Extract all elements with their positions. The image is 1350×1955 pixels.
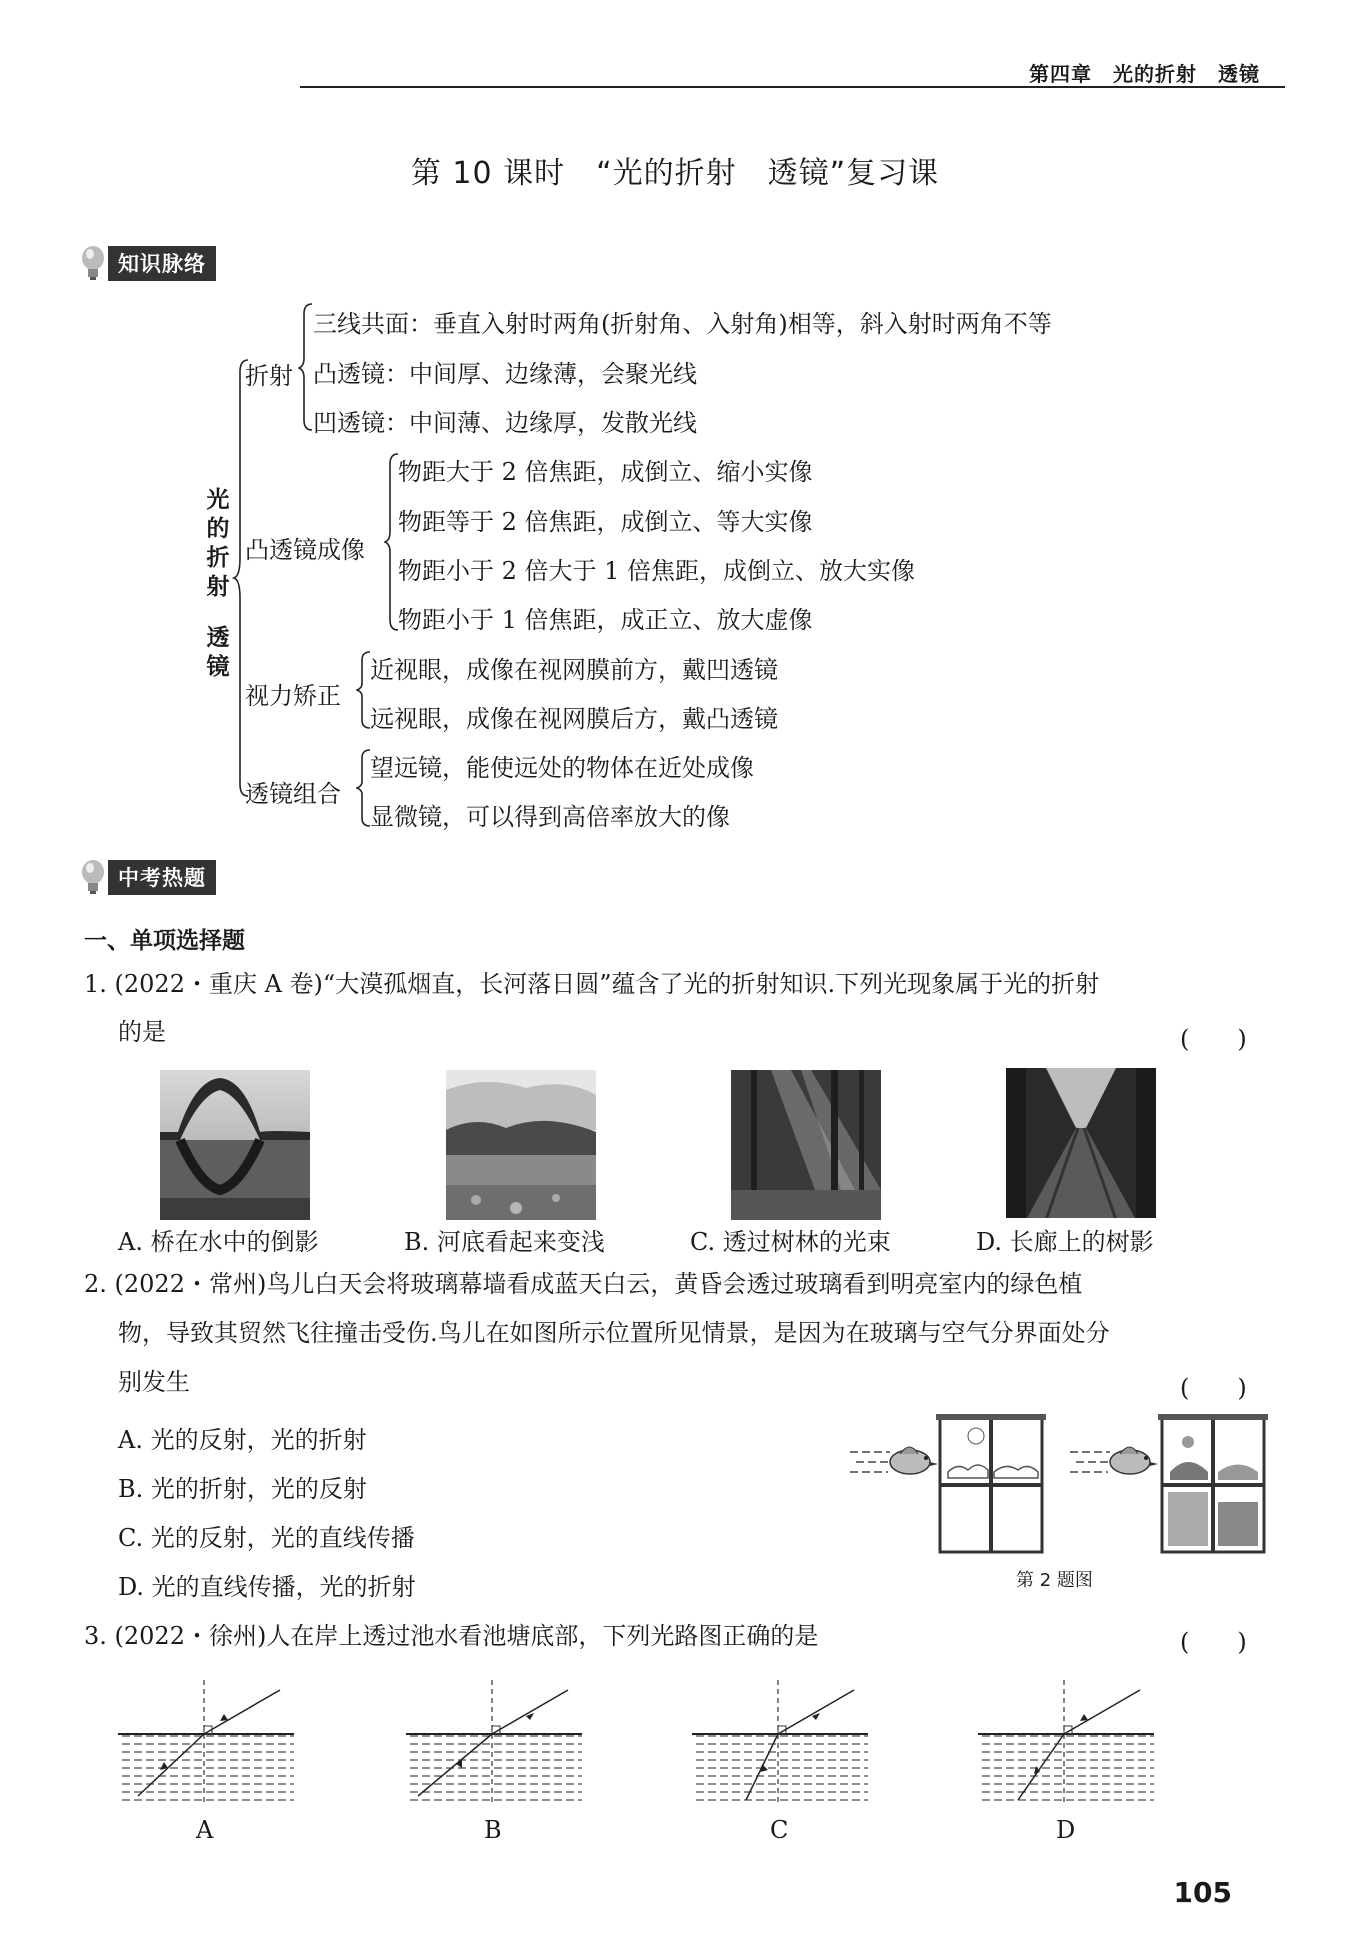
question-2-stem-2: 物，导致其贸然飞往撞击受伤.鸟儿在如图所示位置所见情景，是因为在玻璃与空气分界面处分	[118, 1319, 1110, 1347]
option-1d[interactable]: D. 长廊上的树影	[976, 1228, 1154, 1256]
brace-refraction	[298, 302, 314, 432]
photo-forest-light	[731, 1070, 881, 1220]
photo-river-bed	[446, 1070, 596, 1220]
diagram-d	[978, 1680, 1154, 1804]
map-item: 显微镜，可以得到高倍率放大的像	[370, 803, 730, 831]
section-badge-exam	[80, 860, 216, 894]
branch-refraction: 折射	[245, 362, 293, 390]
map-item: 凸透镜：中间厚、边缘薄，会聚光线	[313, 360, 697, 388]
light-path-diagrams	[110, 1676, 1170, 1806]
chapter-header: 第四章 光的折射 透镜	[1029, 62, 1260, 86]
badge-label: 知识脉络	[108, 246, 216, 281]
map-item: 三线共面：垂直入射时两角(折射角、入射角)相等，斜入射时两角不等	[313, 310, 1052, 338]
branch-convex-imaging: 凸透镜成像	[245, 536, 365, 564]
question-2-stem-3: 别发生	[118, 1368, 190, 1396]
question-2-stem: 2. (2022・常州)鸟儿白天会将玻璃幕墙看成蓝天白云，黄昏会透过玻璃看到明亮室内的绿色植	[84, 1270, 1083, 1298]
option-2c[interactable]: C. 光的反射，光的直线传播	[118, 1524, 415, 1552]
map-item: 物距等于 2 倍焦距，成倒立、等大实像	[398, 508, 813, 536]
section-badge-knowledge	[80, 246, 216, 280]
option-2b[interactable]: B. 光的折射，光的反射	[118, 1475, 367, 1503]
bird-window-figure	[848, 1412, 1268, 1572]
option-1c[interactable]: C. 透过树林的光束	[690, 1228, 891, 1256]
question-3-stem: 3. (2022・徐州)人在岸上透过池水看池塘底部，下列光路图正确的是	[84, 1622, 819, 1650]
answer-paren[interactable]: ( )	[1180, 1374, 1247, 1402]
option-1a[interactable]: A. 桥在水中的倒影	[118, 1228, 319, 1256]
question-1-stem-2: 的是	[118, 1018, 166, 1046]
branch-lens-combo: 透镜组合	[245, 780, 341, 808]
diagram-a	[118, 1680, 294, 1804]
lightbulb-icon	[80, 858, 106, 896]
option-2d[interactable]: D. 光的直线传播，光的折射	[118, 1573, 416, 1601]
map-item: 物距小于 2 倍大于 1 倍焦距，成倒立、放大实像	[398, 557, 916, 585]
diagram-c	[692, 1680, 868, 1804]
photo-corridor-shadow	[1006, 1068, 1156, 1218]
answer-paren[interactable]: ( )	[1180, 1628, 1247, 1656]
badge-label: 中考热题	[108, 860, 216, 895]
header-rule	[300, 86, 1285, 88]
part-title: 一、单项选择题	[84, 928, 245, 954]
map-item: 凹透镜：中间薄、边缘厚，发散光线	[313, 409, 697, 437]
lightbulb-icon	[80, 244, 106, 282]
photo-bridge-reflection	[160, 1070, 310, 1220]
map-item: 物距小于 1 倍焦距，成正立、放大虚像	[398, 606, 813, 634]
map-item: 远视眼，成像在视网膜后方，戴凸透镜	[370, 705, 778, 733]
map-root-label: 光 的 折 射 透 镜	[206, 487, 230, 680]
figure-2-caption: 第 2 题图	[1016, 1570, 1093, 1591]
diagram-label-d[interactable]: D	[1056, 1816, 1076, 1844]
page-number: 105	[1173, 1876, 1232, 1909]
diagram-label-a[interactable]: A	[196, 1816, 214, 1844]
root-brace	[232, 358, 252, 798]
branch-vision-correction: 视力矫正	[245, 682, 341, 710]
diagram-b	[406, 1680, 582, 1804]
map-item: 近视眼，成像在视网膜前方，戴凹透镜	[370, 656, 778, 684]
question-1-stem: 1. (2022・重庆 A 卷)“大漠孤烟直，长河落日圆”蕴含了光的折射知识.下列光现象属于光的折射	[84, 970, 1100, 998]
diagram-label-c[interactable]: C	[770, 1816, 789, 1844]
option-1b[interactable]: B. 河底看起来变浅	[404, 1228, 605, 1256]
answer-paren[interactable]: ( )	[1180, 1025, 1247, 1053]
diagram-label-b[interactable]: B	[484, 1816, 502, 1844]
lesson-title: 第 10 课时 “光的折射 透镜”复习课	[410, 156, 940, 191]
map-item: 物距大于 2 倍焦距，成倒立、缩小实像	[398, 458, 813, 486]
map-item: 望远镜，能使远处的物体在近处成像	[370, 754, 754, 782]
option-2a[interactable]: A. 光的反射，光的折射	[118, 1426, 367, 1454]
